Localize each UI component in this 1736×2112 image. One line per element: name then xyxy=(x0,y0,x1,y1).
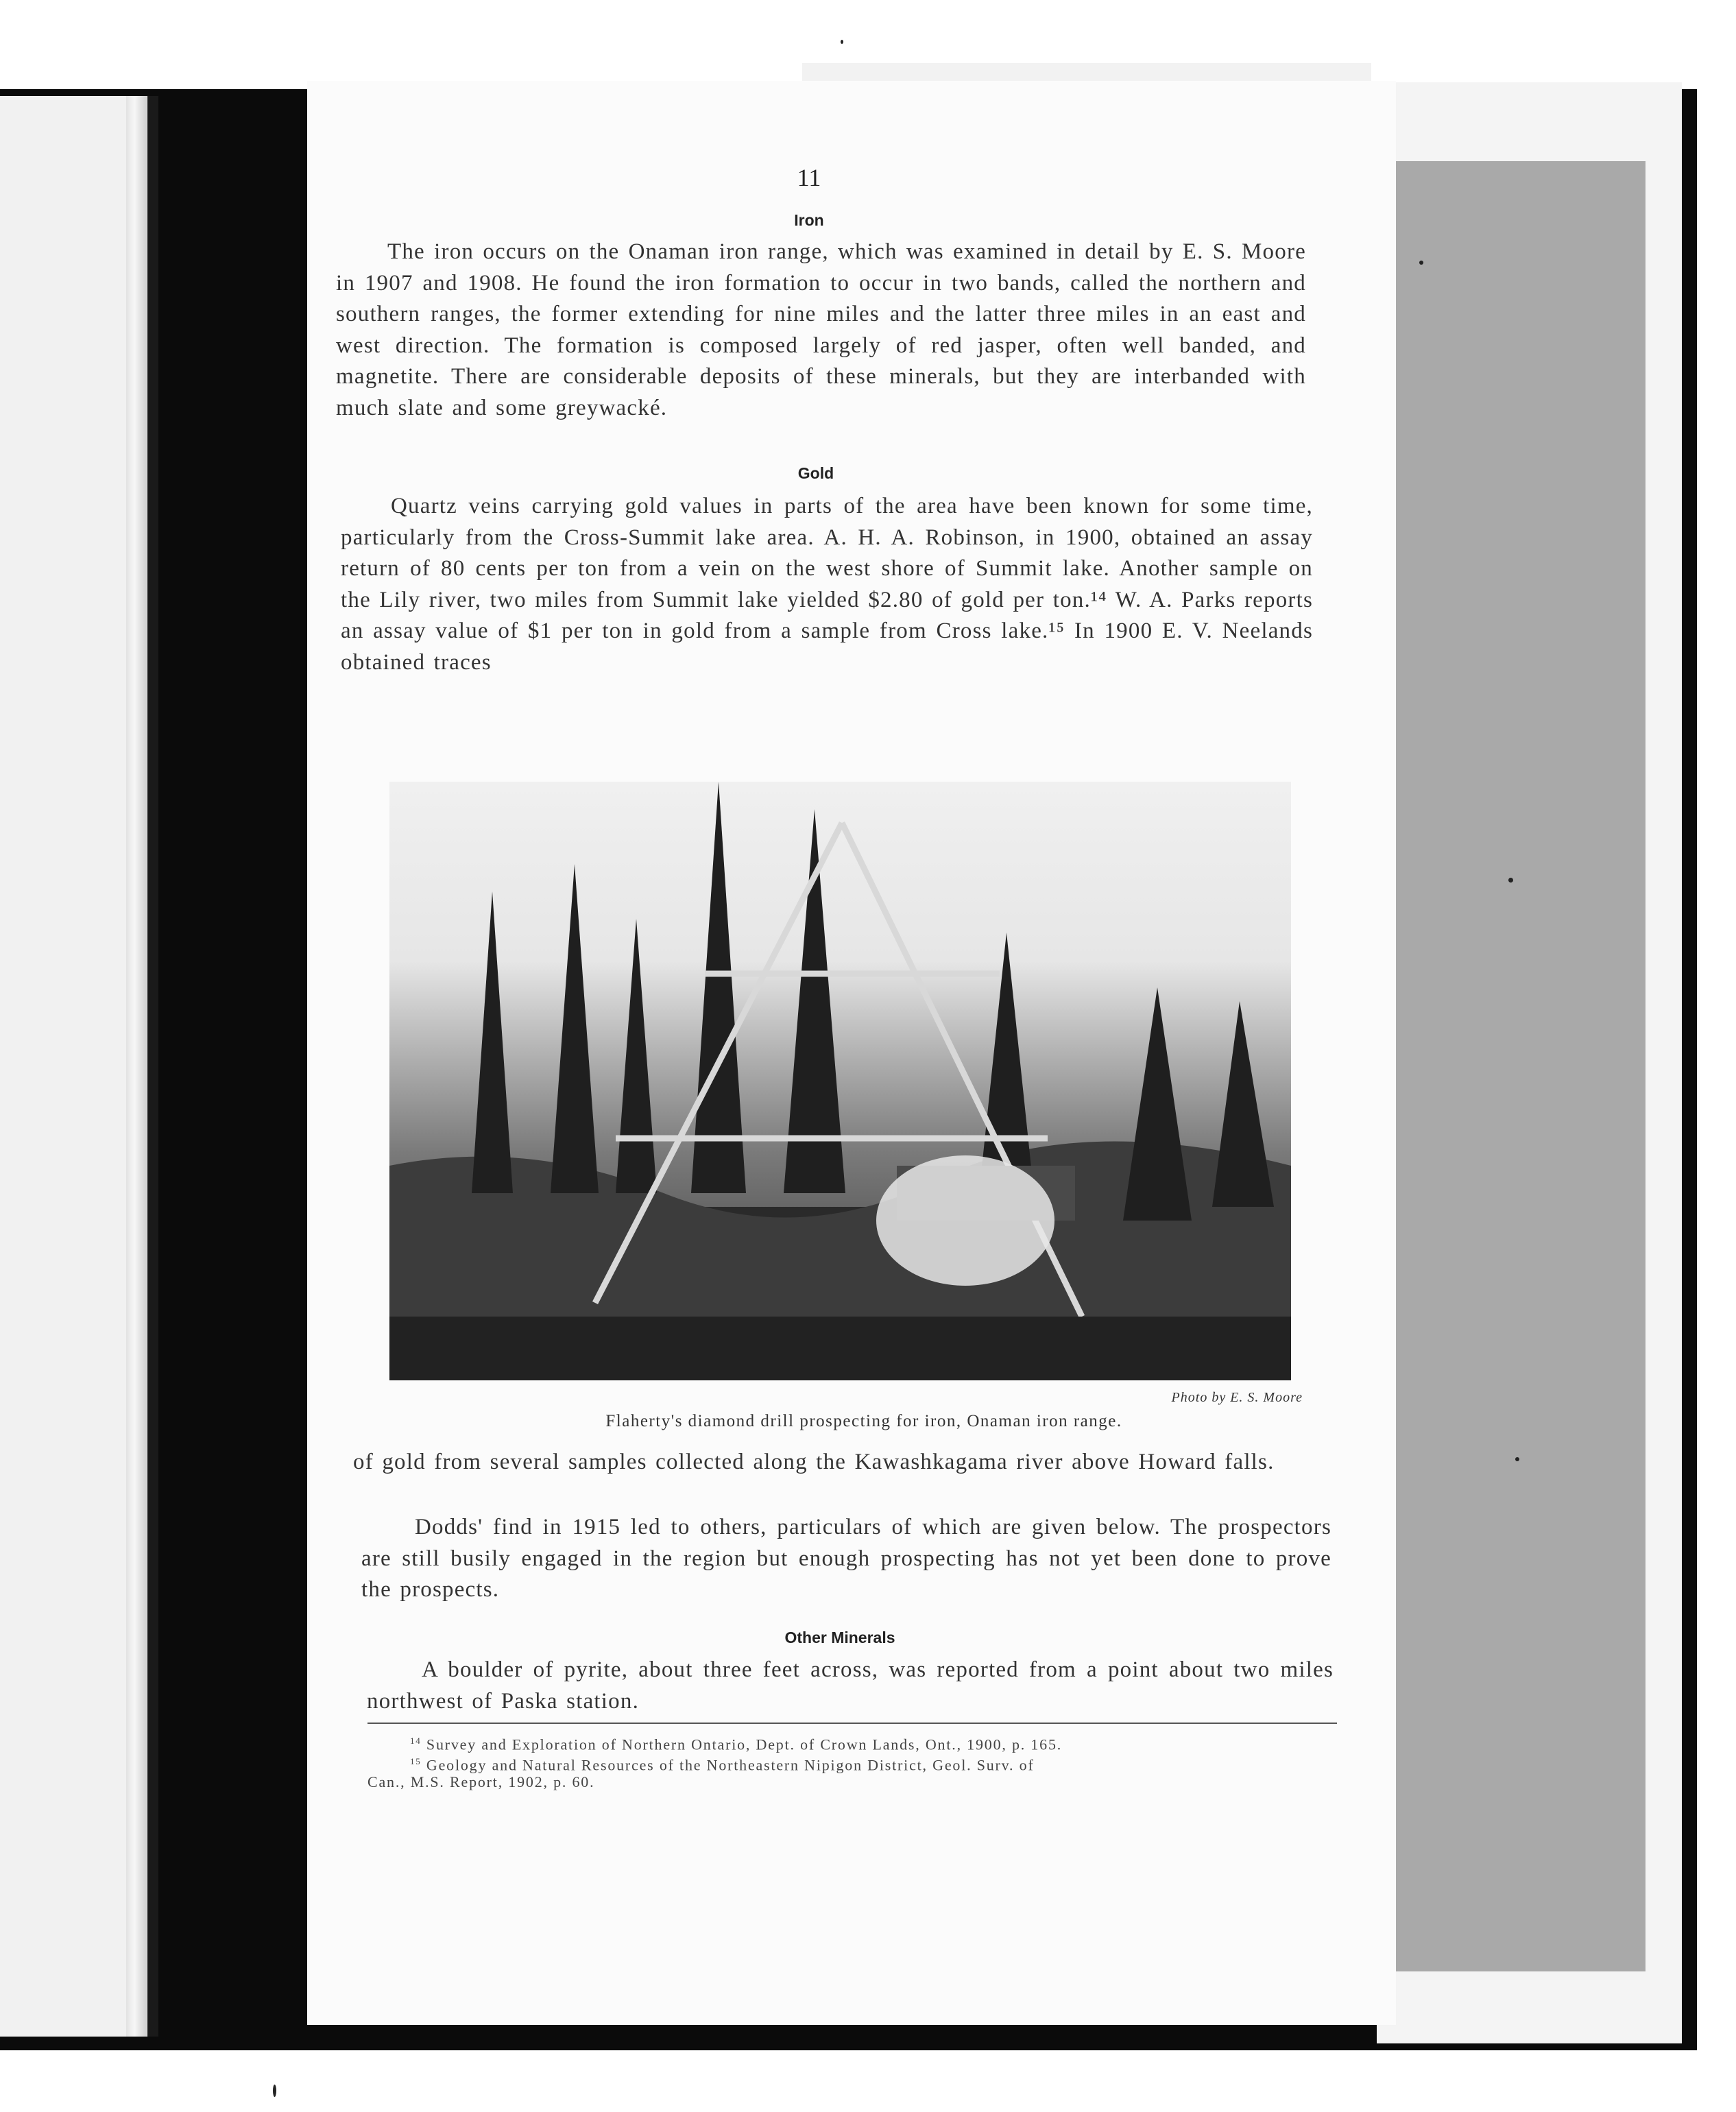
footnote-rule xyxy=(367,1723,1337,1724)
left-page-edge xyxy=(0,96,147,2037)
footnote-14 xyxy=(367,1733,1379,1753)
heading-other-minerals: Other Minerals xyxy=(784,1629,895,1646)
paragraph-dodds: Dodds' find in 1915 led to others, particulars of which are given below. The prospectors are still busily engaged in the region but enough prospecting has not yet been done to prove the prospects. xyxy=(361,1515,1331,1602)
heading-iron: Iron xyxy=(794,211,824,229)
footnote-text: Survey and Exploration of Northern Ontario, Dept. of Crown Lands, Ont., 1900, p. 165. xyxy=(426,1736,1063,1753)
film-speck xyxy=(273,2085,276,2097)
photo-credit: Photo by E. S. Moore xyxy=(1171,1390,1303,1405)
left-page-fold xyxy=(126,96,147,2037)
film-speck xyxy=(1419,261,1423,265)
paragraph-gold: Quartz veins carrying gold values in parts of the area have been known for some time, particularly from the Cross-Summit lake area. A. H. A. Robinson, in 1900, obtained an assay return of 80 cents per ton from a vein on the west shore of Summit lake. Another sample on the Lily river, two miles from Summit lake yielded $2.80 of gold per ton.¹⁴ W. A. Parks reports an assay value of $1 per ton in gold from a sample from Cross lake.¹⁵ In 1900 E. V. Neelands obtained traces xyxy=(341,494,1313,675)
film-speck xyxy=(841,40,843,44)
drill-photograph xyxy=(389,782,1291,1380)
paragraph-gold-continued: of gold from several samples collected along the Kawashkagama river above Howard falls. xyxy=(353,1450,1275,1474)
footnote-15 xyxy=(367,1753,1379,1773)
footnote-15-continued xyxy=(367,1774,1337,1790)
film-speck xyxy=(1515,1457,1519,1461)
paragraph-other-minerals: A boulder of pyrite, about three feet across, was reported from a point about two miles northwest of Paska station. xyxy=(367,1657,1334,1714)
heading-gold: Gold xyxy=(797,464,834,482)
footnote-mark: 15 xyxy=(410,1756,422,1766)
paragraph-iron: The iron occurs on the Onaman iron range, which was examined in detail by E. S. Moore in 1907 and 1908. He found the iron formation to occur in two bands, called the northern and southern ranges, the former extending for nine miles and the latter three miles in an east and west direction. The formation is composed largely of red jasper, often well banded, and magnetite. There are considerable deposits of these minerals, but they are interbanded with much slate and some greywacké. xyxy=(336,239,1306,420)
binding-gap xyxy=(147,96,158,2037)
footnote-mark: 14 xyxy=(410,1736,422,1746)
page-number: 11 xyxy=(797,164,821,191)
footnote-text: Can., M.S. Report, 1902, p. 60. xyxy=(367,1773,595,1790)
footnote-text: Geology and Natural Resources of the Northeastern Nipigon District, Geol. Surv. of xyxy=(426,1756,1035,1774)
photo-caption: Flaherty's diamond drill prospecting for iron, Onaman iron range. xyxy=(605,1412,1122,1430)
right-backing-grey xyxy=(1378,161,1645,1971)
photo-illustration xyxy=(389,782,1291,1380)
film-speck xyxy=(1508,878,1513,883)
